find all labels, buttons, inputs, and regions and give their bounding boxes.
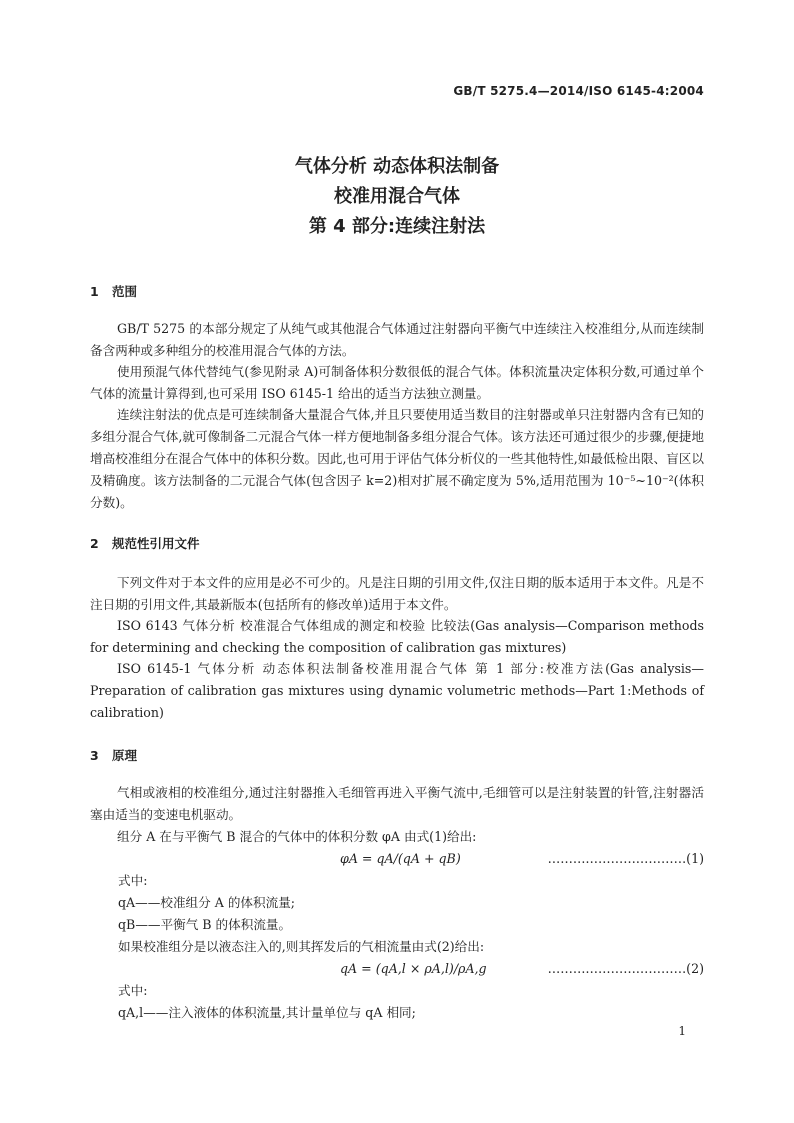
where-label-2: 式中:	[118, 983, 148, 998]
section-3-number: 3	[90, 748, 99, 763]
section-3-title: 原理	[112, 748, 138, 763]
section-3-paragraph-3: 如果校准组分是以液态注入的,则其挥发后的气相流量由式(2)给出:	[118, 939, 485, 954]
section-1-heading	[90, 282, 137, 300]
standard-code: GB/T 5275.4—2014/ISO 6145-4:2004	[453, 84, 704, 98]
equation-2	[90, 958, 704, 980]
section-3-paragraph-2: 组分 A 在与平衡气 B 混合的气体中的体积分数 φA 由式(1)给出:	[117, 829, 477, 844]
section-2-heading	[90, 534, 200, 552]
page-number: 1	[678, 1024, 686, 1038]
section-1-title: 范围	[112, 284, 138, 299]
document-title-line-1: 气体分析 动态体积法制备	[294, 156, 500, 177]
section-2-title: 规范性引用文件	[112, 536, 200, 551]
equation-1-formula: φA = qA/(qA + qB)	[340, 851, 461, 866]
where-label-1: 式中:	[118, 873, 148, 888]
section-1-paragraph-3: 连续注射法的优点是可连续制备大量混合气体,并且只要使用适当数目的注射器或单只注射器内含有已知的多组分混合气体,就可像制备二元混合气体一样方便地制备多组分混合气体。该方法还可通过很少的步骤,便捷地增高校准组分在混合气体中的体积分数。因此,也可用于评估气体分析仪的一些其他特性,如最低检出限、盲区以及精确度。该方法制备的二元混合气体(包含因子 k=2)相对扩展不确定度为 5%,适用范围为 10⁻⁵~10⁻²(体积分数)。	[90, 407, 704, 510]
definition-qb: qB——平衡气 B 的体积流量。	[118, 917, 292, 932]
section-2-reference-iso-6145-1: ISO 6145-1 气体分析 动态体积法制备校准用混合气体 第 1 部分:校准方法(Gas analysis—Preparation of calibration gas mixtures using dynamic volumetric methods—Part 1:Methods of calibration)	[90, 661, 704, 720]
equation-2-formula: qA = (qA,l × ρA,l)/ρA,g	[340, 961, 487, 976]
document-title-line-3: 第 4 部分:连续注射法	[308, 216, 486, 237]
section-1-paragraph-1: GB/T 5275 的本部分规定了从纯气或其他混合气体通过注射器向平衡气中连续注入校准组分,从而连续制备含两种或多种组分的校准用混合气体的方法。	[90, 321, 704, 358]
definition-qal: qA,l——注入液体的体积流量,其计量单位与 qA 相同;	[118, 1005, 416, 1020]
section-2-paragraph-1: 下列文件对于本文件的应用是必不可少的。凡是注日期的引用文件,仅注日期的版本适用于本文件。凡是不注日期的引用文件,其最新版本(包括所有的修改单)适用于本文件。	[90, 575, 704, 612]
document-title-line-2: 校准用混合气体	[334, 186, 460, 207]
equation-1	[90, 848, 704, 870]
definition-qa: qA——校准组分 A 的体积流量;	[118, 895, 296, 910]
section-2-reference-iso-6143: ISO 6143 气体分析 校准混合气体组成的测定和校验 比较法(Gas analysis—Comparison methods for determining and checking the composition of calibration gas mixtures)	[90, 618, 704, 655]
section-3-paragraph-1: 气相或液相的校准组分,通过注射器推入毛细管再进入平衡气流中,毛细管可以是注射装置的针管,注射器活塞由适当的变速电机驱动。	[90, 785, 704, 822]
equation-1-label: ……………………………(1)	[547, 851, 704, 866]
section-3-heading	[90, 746, 137, 764]
section-1-paragraph-2: 使用预混气体代替纯气(参见附录 A)可制备体积分数很低的混合气体。体积流量决定体积分数,可通过单个气体的流量计算得到,也可采用 ISO 6145-1 给出的适当方法独立测量。	[90, 364, 704, 401]
equation-2-label: ……………………………(2)	[547, 961, 704, 976]
section-1-number: 1	[90, 284, 99, 299]
section-2-number: 2	[90, 536, 99, 551]
